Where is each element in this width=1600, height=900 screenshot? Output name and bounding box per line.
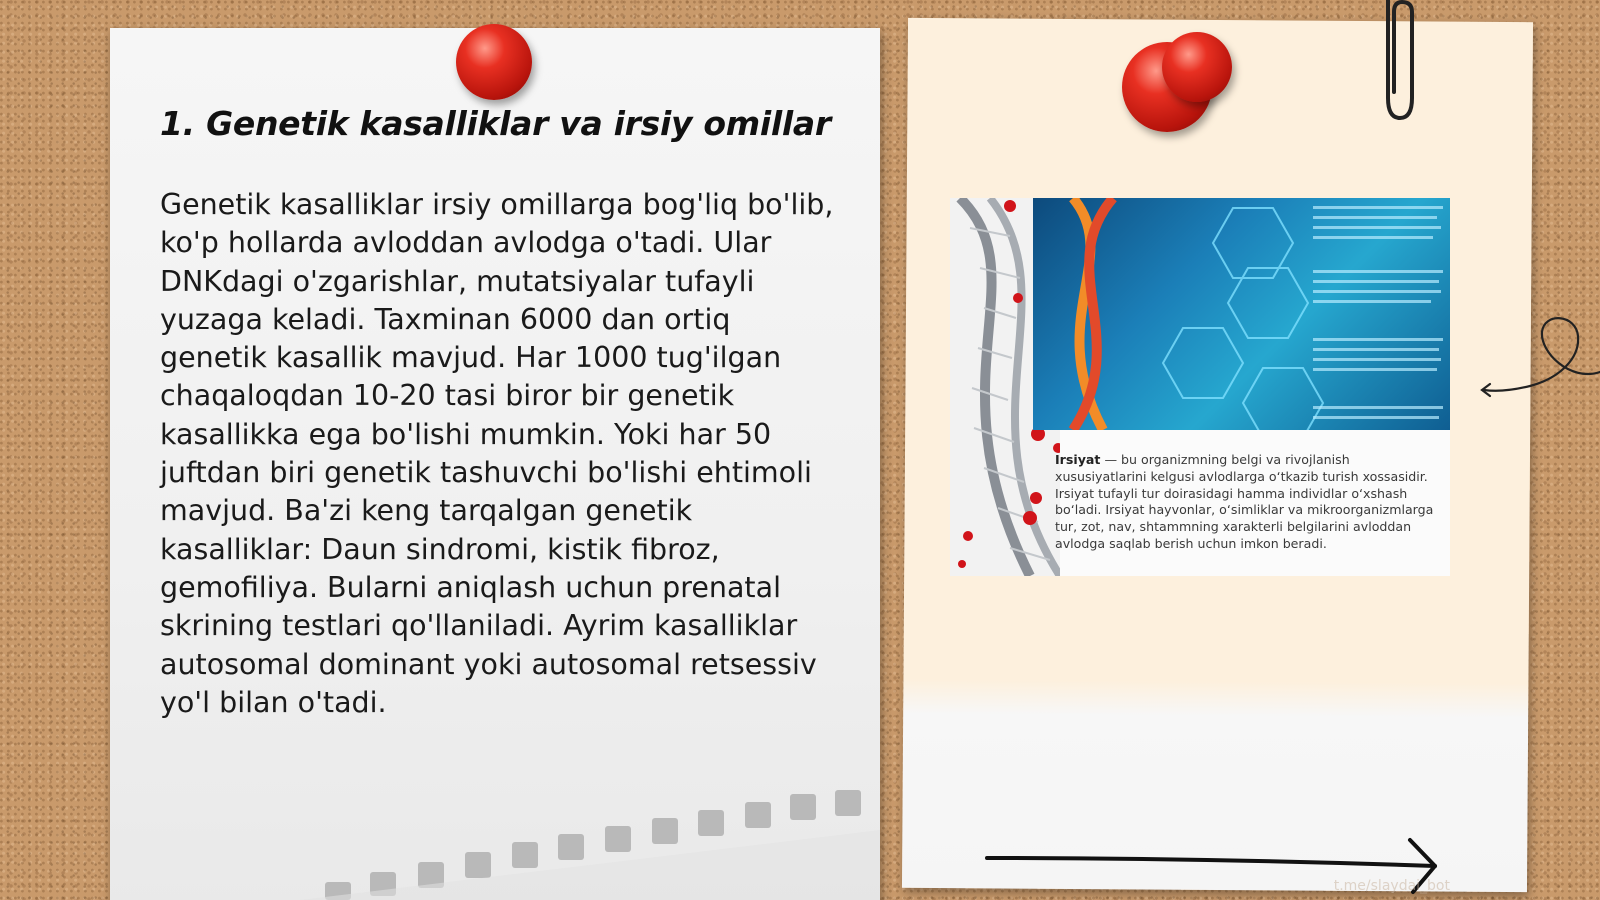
paperclip-icon xyxy=(1370,0,1420,125)
red-pushpin-icon xyxy=(1162,32,1232,102)
loop-arrow-doodle-icon xyxy=(1480,312,1600,404)
caption-text: — bu organizmning belgi va rivojlanish xususiyatlarini kelgusi avlodlarga o‘tkazib turish xossasidir. Irsiyat tufayli tur doirasidagi hamma individlar o‘xshash bo‘ladi. Irsiyat hayvonlar, o‘simliklar va mikroorganizmlarga tur, zot, nav, shtammning xarakterli belgilarini avloddan avlodga saqlab berish uchun imkon beradi. xyxy=(1055,452,1434,551)
dna-banner-image xyxy=(1033,198,1450,430)
red-pushpin-icon xyxy=(456,24,532,100)
caption-term: Irsiyat xyxy=(1055,452,1101,467)
slide-body-text: Genetik kasalliklar irsiy omillarga bog'liq bo'lib, ko'p hollarda avloddan avlodga o'tadi. Ular DNKdagi o'zgarishlar, mutatsiyalar tufayli yuzaga keladi. Taxminan 6000 dan ortiq genetik kasallik mavjud. Har 1000 tug'ilgan chaqaloqdan 10-20 tasi biror bir genetik kasallikka ega bo'lishi mumkin. Yoki har 50 juftdan biri genetik tashuvchi bo'lishi ehtimoli mavjud. Ba'zi keng tarqalgan genetik kasalliklar: Daun sindromi, kistik fibroz, gemofiliya. Bularni aniqlash uchun prenatal skrining testlari qo'llaniladi. Ayrim kasalliklar autosomal dominant yoki autosomal retsessiv yo'l bilan o'tadi. xyxy=(160,188,834,719)
dna-image xyxy=(950,198,1450,576)
torn-paper-tabs xyxy=(300,790,880,900)
slide-title: 1. Genetik kasalliklar va irsiy omillar xyxy=(160,104,831,143)
image-caption xyxy=(1055,452,1435,553)
watermark-text: t.me/slaydai_bot xyxy=(1333,878,1450,894)
